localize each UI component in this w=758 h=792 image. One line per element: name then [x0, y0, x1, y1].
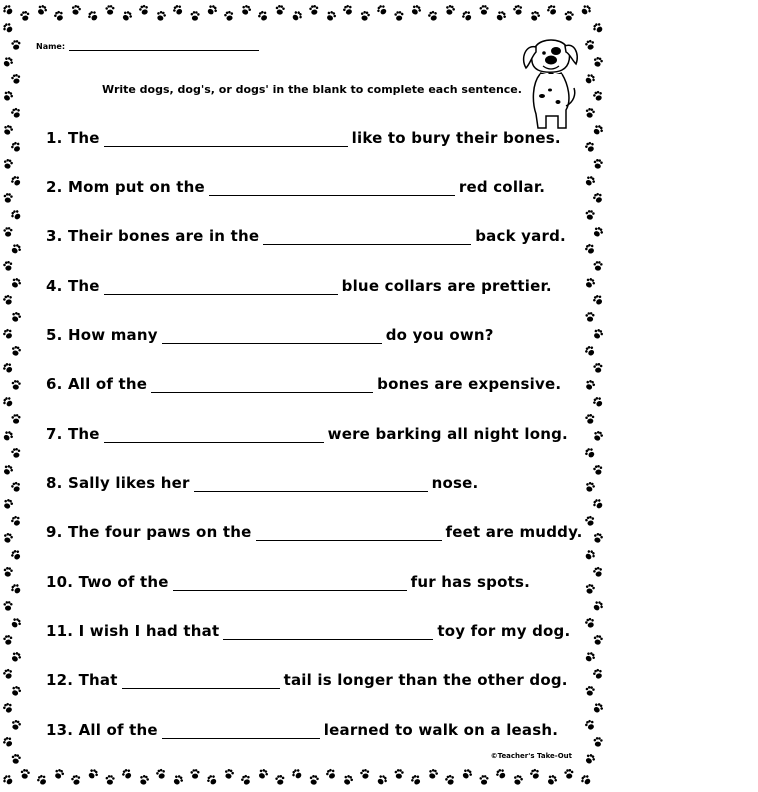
question-text-before: 8. Sally likes her	[46, 474, 190, 492]
question-text-after: like to bury their bones.	[351, 129, 561, 147]
paw-print-icon	[360, 10, 371, 21]
paw-print-icon	[2, 55, 15, 68]
paw-print-icon	[172, 3, 185, 16]
paw-print-icon	[564, 11, 574, 21]
question-text-before: 4. The	[46, 277, 100, 295]
question-text-before: 12. That	[46, 671, 118, 689]
paw-print-icon	[10, 719, 21, 731]
paw-print-icon	[546, 774, 559, 787]
question-8	[46, 472, 478, 492]
question-5	[46, 324, 494, 344]
paw-print-icon	[584, 243, 596, 256]
question-3	[46, 225, 566, 245]
paw-print-icon	[592, 123, 605, 136]
question-text-before: 7. The	[46, 425, 100, 443]
question-12	[46, 669, 568, 689]
paw-print-icon	[20, 769, 30, 780]
instructions: Write dogs, dog's, or dogs' in the blank to complete each sentence.	[102, 83, 522, 96]
paw-print-icon	[592, 225, 605, 238]
paw-print-icon	[3, 567, 13, 578]
paw-print-icon	[479, 775, 488, 785]
paw-print-icon	[584, 617, 596, 629]
paw-print-icon	[291, 9, 304, 22]
paw-print-icon	[593, 464, 604, 475]
paw-print-icon	[2, 361, 15, 374]
answer-blank[interactable]	[162, 724, 320, 739]
paw-print-icon	[36, 4, 49, 17]
paw-print-icon	[3, 260, 14, 271]
question-text-after: bones are expensive.	[377, 375, 562, 393]
question-13	[46, 719, 558, 739]
question-text-after: blue collars are prettier.	[341, 277, 552, 295]
question-text-before: 9. The four paws on the	[46, 523, 252, 541]
question-text-before: 10. Two of the	[46, 573, 169, 591]
paw-print-icon	[2, 668, 13, 680]
question-text-before: 6. All of the	[46, 375, 148, 393]
paw-print-icon	[592, 532, 603, 544]
paw-print-icon	[53, 768, 65, 780]
answer-blank[interactable]	[173, 576, 407, 591]
paw-print-icon	[583, 446, 596, 459]
paw-print-icon	[584, 72, 597, 85]
question-text-before: 11. I wish I had that	[46, 622, 220, 640]
paw-print-icon	[593, 737, 603, 747]
paw-print-icon	[10, 107, 22, 119]
paw-print-icon	[2, 328, 14, 341]
answer-blank[interactable]	[194, 477, 428, 492]
question-7	[46, 423, 568, 443]
paw-print-icon	[584, 379, 596, 391]
paw-print-icon	[309, 4, 319, 15]
paw-print-icon	[529, 10, 541, 22]
paw-print-icon	[10, 277, 23, 290]
paw-print-icon	[155, 10, 167, 22]
paw-print-icon	[2, 735, 15, 748]
paw-print-icon	[2, 429, 15, 442]
question-text-after: toy for my dog.	[437, 622, 571, 640]
paw-print-icon	[10, 651, 23, 664]
paw-print-icon	[87, 767, 100, 780]
paw-print-icon	[585, 107, 596, 118]
paw-print-icon	[275, 5, 285, 16]
paw-print-icon	[410, 3, 423, 16]
paw-print-icon	[592, 328, 604, 341]
paw-print-icon	[584, 753, 597, 766]
paw-print-icon	[461, 767, 474, 780]
paw-print-icon	[190, 11, 199, 21]
paw-print-icon	[512, 774, 523, 786]
paw-print-icon	[585, 686, 595, 696]
paw-print-icon	[593, 56, 604, 67]
paw-print-icon	[1, 395, 14, 408]
question-text-before: 5. How many	[46, 326, 158, 344]
paw-print-icon	[591, 21, 604, 34]
paw-print-icon	[9, 582, 22, 595]
paw-print-icon	[584, 39, 595, 51]
answer-blank[interactable]	[223, 625, 433, 640]
paw-print-icon	[11, 40, 21, 50]
paw-print-icon	[290, 767, 303, 780]
answer-blank[interactable]	[263, 230, 471, 245]
paw-print-icon	[585, 583, 596, 594]
paw-print-icon	[592, 90, 604, 102]
name-blank[interactable]	[69, 42, 259, 51]
paw-print-icon	[3, 227, 13, 237]
answer-blank[interactable]	[162, 329, 382, 344]
paw-print-icon	[121, 767, 134, 780]
paw-print-icon	[529, 768, 541, 780]
paw-print-icon	[375, 3, 388, 16]
paw-print-icon	[325, 768, 337, 781]
paw-print-icon	[10, 242, 23, 255]
question-text-after: feet are muddy.	[445, 523, 583, 541]
paw-print-icon	[584, 548, 597, 561]
question-10	[46, 571, 530, 591]
paw-print-icon	[71, 4, 82, 15]
question-2	[46, 176, 545, 196]
paw-print-icon	[257, 768, 270, 781]
copyright-note: ©Teacher's Take-Out	[490, 752, 572, 760]
worksheet	[30, 32, 583, 762]
paw-print-icon	[584, 277, 597, 290]
paw-print-icon	[410, 773, 423, 786]
paw-print-icon	[591, 395, 604, 408]
paw-print-icon	[2, 464, 15, 477]
paw-print-icon	[584, 174, 597, 187]
question-text-after: nose.	[431, 474, 479, 492]
paw-print-icon	[444, 4, 455, 16]
paw-print-icon	[592, 566, 603, 578]
paw-print-icon	[223, 10, 234, 21]
paw-print-icon	[10, 685, 22, 697]
paw-print-icon	[494, 767, 507, 780]
paw-print-icon	[584, 650, 597, 663]
paw-print-icon	[546, 3, 559, 16]
question-4	[46, 275, 552, 295]
paw-print-icon	[240, 4, 252, 16]
question-text-before: 1. The	[46, 129, 100, 147]
paw-print-icon	[427, 10, 439, 22]
paw-print-icon	[205, 773, 218, 786]
paw-print-icon	[105, 5, 115, 15]
paw-print-icon	[342, 774, 354, 786]
paw-print-icon	[461, 9, 474, 22]
paw-print-icon	[593, 635, 603, 646]
paw-print-icon	[36, 774, 49, 787]
paw-print-icon	[275, 775, 285, 786]
question-text-after: tail is longer than the other dog.	[283, 671, 568, 689]
paw-print-icon	[11, 754, 21, 765]
dog-icon	[518, 36, 580, 134]
paw-print-icon	[2, 532, 13, 544]
paw-print-icon	[360, 768, 371, 779]
paw-print-icon	[1, 773, 14, 786]
paw-print-icon	[240, 774, 252, 786]
question-1	[46, 127, 561, 147]
paw-print-icon	[11, 414, 20, 424]
paw-print-icon	[593, 159, 603, 170]
paw-print-icon	[495, 9, 508, 22]
answer-blank[interactable]	[104, 132, 348, 147]
question-text-after: were barking all night long.	[327, 425, 568, 443]
paw-print-icon	[138, 4, 150, 16]
question-text-after: learned to walk on a leash.	[323, 721, 559, 739]
paw-print-icon	[3, 193, 13, 203]
paw-print-icon	[2, 90, 15, 103]
paw-print-icon	[223, 768, 234, 779]
paw-print-icon	[584, 481, 596, 493]
paw-print-icon	[427, 768, 439, 780]
paw-print-icon	[592, 430, 604, 442]
paw-print-icon	[1, 3, 14, 16]
answer-blank[interactable]	[104, 428, 324, 443]
paw-print-icon	[592, 668, 604, 680]
question-9	[46, 521, 583, 541]
paw-print-icon	[190, 769, 199, 779]
paw-print-icon	[53, 10, 65, 22]
paw-print-icon	[105, 775, 115, 785]
paw-print-icon	[580, 3, 593, 16]
paw-print-icon	[3, 601, 12, 611]
paw-print-icon	[585, 210, 595, 220]
paw-print-icon	[11, 380, 21, 390]
answer-blank[interactable]	[256, 526, 442, 541]
paw-print-icon	[564, 769, 574, 779]
paw-print-icon	[10, 548, 23, 561]
paw-print-icon	[9, 208, 22, 221]
paw-print-icon	[593, 363, 603, 373]
paw-print-icon	[593, 261, 602, 271]
paw-print-icon	[11, 73, 22, 84]
name-label: Name:	[36, 42, 66, 51]
answer-blank[interactable]	[104, 280, 338, 295]
paw-print-icon	[592, 701, 605, 714]
paw-print-icon	[10, 616, 23, 629]
paw-print-icon	[584, 719, 596, 732]
name-field-row	[36, 42, 259, 51]
paw-print-icon	[3, 158, 14, 169]
paw-print-icon	[257, 10, 270, 23]
question-text-before: 3. Their bones are in the	[46, 227, 260, 245]
paw-print-icon	[584, 141, 596, 153]
paw-print-icon	[20, 11, 30, 22]
paw-print-icon	[206, 3, 219, 16]
answer-blank[interactable]	[151, 378, 373, 393]
question-text-after: fur has spots.	[410, 573, 530, 591]
paw-print-icon	[585, 312, 594, 322]
paw-print-icon	[2, 294, 14, 306]
paw-print-icon	[3, 634, 13, 645]
paw-print-icon	[512, 4, 523, 16]
paw-print-icon	[2, 702, 14, 714]
paw-print-icon	[172, 773, 185, 786]
answer-blank[interactable]	[122, 674, 280, 689]
paw-print-icon	[309, 775, 319, 786]
paw-print-icon	[11, 447, 22, 458]
paw-print-icon	[2, 124, 14, 136]
paw-print-icon	[325, 10, 337, 23]
paw-print-icon	[394, 769, 404, 779]
question-text-after: back yard.	[475, 227, 566, 245]
paw-print-icon	[10, 311, 22, 323]
question-11	[46, 620, 570, 640]
paw-print-icon	[71, 774, 82, 785]
paw-print-icon	[584, 344, 597, 357]
paw-print-icon	[138, 774, 150, 786]
question-text-after: do you own?	[385, 326, 494, 344]
paw-print-icon	[10, 174, 23, 187]
paw-print-icon	[585, 414, 595, 425]
question-text-after: red collar.	[458, 178, 546, 196]
paw-print-icon	[10, 515, 22, 528]
paw-print-icon	[591, 497, 604, 510]
paw-print-icon	[579, 773, 592, 786]
paw-print-icon	[86, 9, 99, 22]
paw-print-icon	[155, 768, 167, 780]
paw-print-icon	[479, 5, 488, 15]
question-text-before: 2. Mom put on the	[46, 178, 205, 196]
paw-print-icon	[10, 481, 22, 493]
paw-print-icon	[2, 498, 14, 510]
question-text-before: 13. All of the	[46, 721, 158, 739]
paw-print-icon	[342, 4, 354, 16]
question-6	[46, 373, 561, 393]
paw-print-icon	[10, 345, 21, 356]
paw-print-icon	[10, 141, 22, 154]
paw-print-icon	[1, 21, 14, 34]
paw-print-icon	[592, 599, 605, 612]
paw-print-icon	[592, 192, 604, 204]
paw-print-icon	[121, 9, 134, 22]
paw-print-icon	[394, 11, 404, 21]
paw-print-icon	[592, 293, 605, 306]
paw-print-icon	[376, 773, 389, 786]
answer-blank[interactable]	[209, 181, 455, 196]
paw-print-icon	[584, 515, 595, 526]
paw-print-icon	[444, 774, 455, 786]
